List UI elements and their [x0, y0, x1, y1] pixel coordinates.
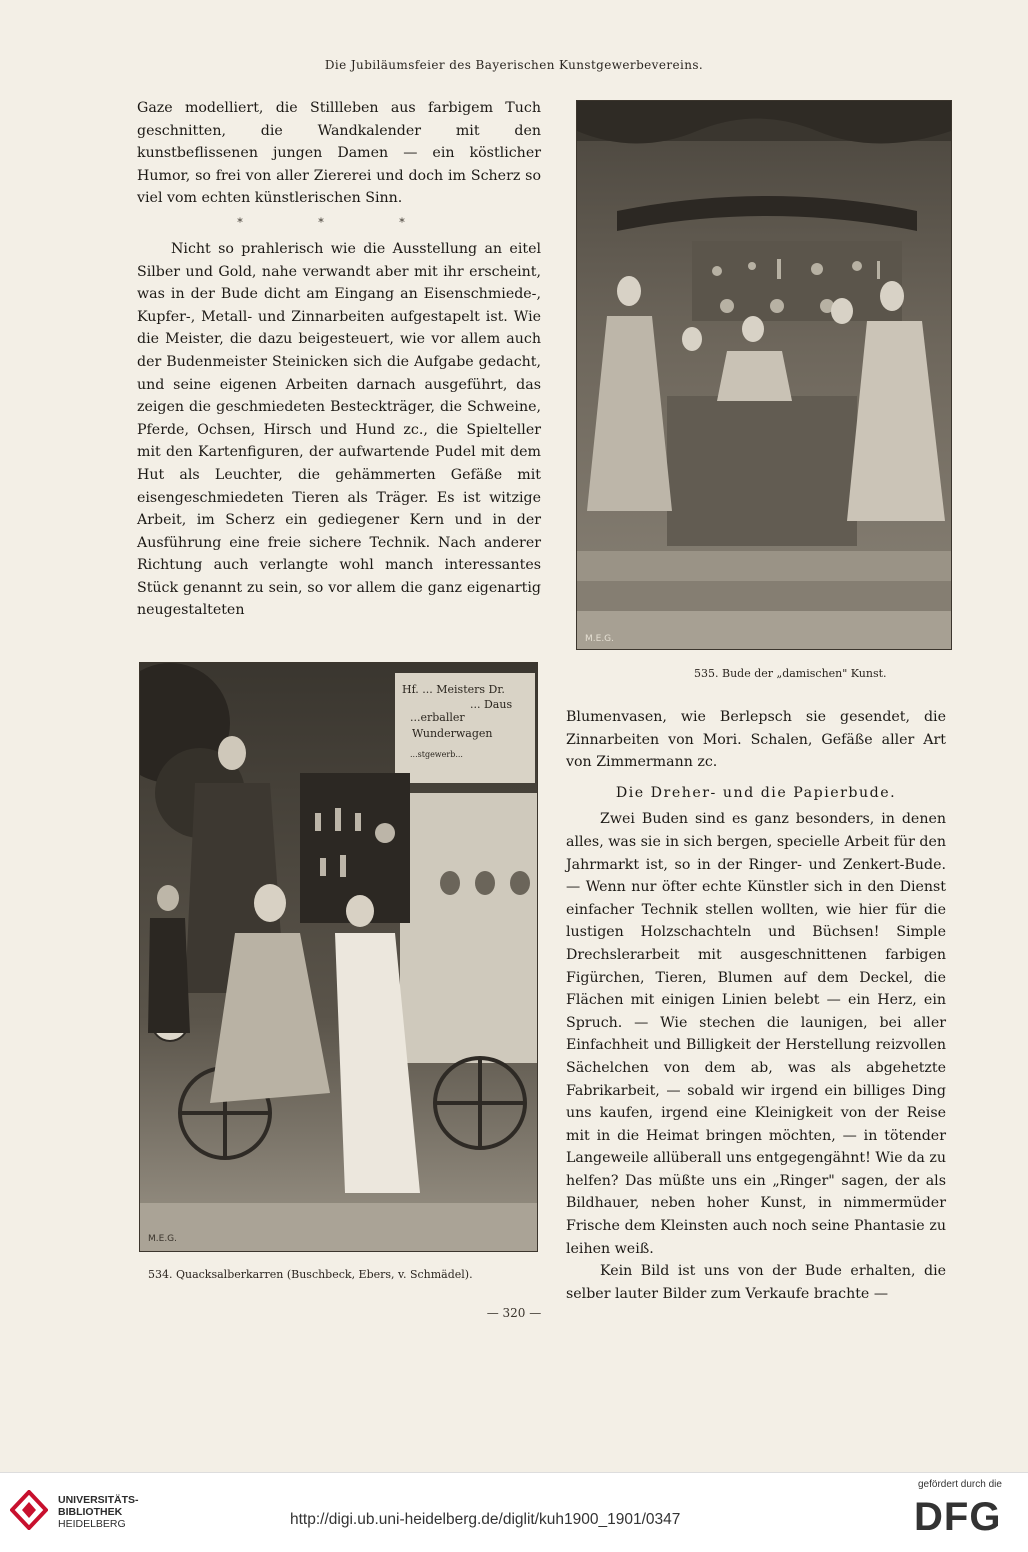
cart-sign-line: ...stgewerb...: [410, 750, 463, 759]
paragraph: Nicht so prahlerisch wie die Ausstellung an eitel Silber und Gold, nahe verwandt aber mit ihr erscheint, was in der Bude dicht am Eingang an Eisenschmiede-, Kupfer-, Metall- und Zinnarbeiten aufgestapelt ist. Wie die Meister, die dazu beigesteuert, wie vor allem auch der Budenmeister Steinicken sich die Aufgabe gedacht, und seine eigenen Arbeiten darnach ausgeführt, das zeigen die geschmiedeten Besteckträger, die Schweine, Pferde, Ochsen, Hirsch und Hund zc., die Spielteller mit den Kartenfiguren, der aufwartende Pudel mit dem Hut als Leuchter, die gehämmerten Gefäße mit eisengeschmiedeten Tieren als Träger. Es ist witzige Arbeit, im Scherz ein gediegener Kern und in der Ausführung eine freie sichere Technik. Nach anderer Richtung auch verlangte wohl manch interessantes Stück genannt zu sein, so vor allem die ganz eigenartig neugestalteten: [137, 240, 541, 619]
cart-sign-line: ...erballer: [410, 711, 465, 724]
cart-sign-line: ... Daus: [470, 698, 513, 711]
permalink-url[interactable]: http://digi.ub.uni-heidelberg.de/diglit/kuh1900_1901/0347: [290, 1511, 681, 1528]
funding-note: gefördert durch die: [918, 1479, 1002, 1490]
photo-booth-damische-kunst: [576, 100, 952, 650]
library-name-line: HEIDELBERG: [58, 1518, 126, 1530]
cart-sign-line: Wunderwagen: [412, 727, 493, 740]
svg-text:M.E.G.: M.E.G.: [148, 1234, 178, 1244]
paragraph: Blumenvasen, wie Berlepsch sie gesendet, die Zinnarbeiten von Mori. Schalen, Gefäße aller Art von Zimmermann zc.: [566, 709, 946, 771]
library-name-line: UNIVERSITÄTS-: [58, 1494, 139, 1506]
library-name: [58, 1494, 139, 1530]
right-column-text: [566, 706, 946, 1305]
paragraph: Gaze modelliert, die Stillleben aus farbigem Tuch geschnitten, die Wandkalender mit den kunstbeflissenen jungen Damen — ein köstlicher Humor, so frei von aller Ziererei und doch im Scherz so viel vom echten künstlerischen Sinn.: [137, 100, 541, 207]
section-divider: * * *: [237, 215, 441, 229]
caption-fig-534: 534. Quacksalberkarren (Buschbeck, Ebers, v. Schmädel).: [148, 1268, 473, 1281]
paragraph: Kein Bild ist uns von der Bude erhalten, die selber lauter Bilder zum Verkaufe brachte —: [566, 1263, 946, 1302]
cart-sign-line: Hf. ... Meisters Dr.: [402, 683, 505, 696]
library-name-line: BIBLIOTHEK: [58, 1506, 123, 1518]
svg-text:M.E.G.: M.E.G.: [585, 634, 615, 644]
running-header: Die Jubiläumsfeier des Bayerischen Kunstgewerbevereins.: [324, 58, 704, 72]
dfg-logo: DFG: [914, 1495, 1002, 1539]
footer-bar: [0, 1472, 1028, 1552]
caption-fig-535: 535. Bude der „damischen" Kunst.: [694, 667, 887, 680]
left-column-text: [137, 97, 541, 622]
paragraph: Zwei Buden sind es ganz besonders, in denen alles, was sie in sich bergen, specielle Arbeit für den Jahrmarkt ist, so in der Ringer- und Zenkert-Bude. — Wenn nur öfter echte Künstler sich in den Dienst einfacher Technik stellen wollten, wie hier für die lustigen Holzschachteln und Büchsen! Simple Drechslerarbeit mit ausgeschnittenen farbigen Figürchen, Tieren, Blumen auf dem Deckel, die Flächen mit einigen Linien belebt — ein Herz, ein Spruch. — Wie stechen die launigen, bei aller Einfachheit und Billigkeit der Herstellung reizvollen Sächelchen von dem ab, was als abgehetzte Fabrikarbeit, — sobald wir irgend ein billiges Ding uns kaufen, irgend eine Kleinigkeit von der Reise mit in die Heimat bringen möchten, — in tötender Langeweile allüberall uns entgegengähnt! Wie da zu helfen? Das müßte uns ein „Ringer" sagen, der als Bildhauer, neben hoher Kunst, in nimmermüder Frische dem Kleinsten auch noch seine Phantasie zu leihen weiß.: [566, 811, 947, 1257]
section-heading: Die Dreher- und die Papierbude.: [615, 784, 897, 801]
university-library-logo-icon: [10, 1490, 48, 1530]
page-number: — 320 —: [486, 1306, 542, 1320]
photo-quacksalberkarren: [139, 662, 538, 1252]
